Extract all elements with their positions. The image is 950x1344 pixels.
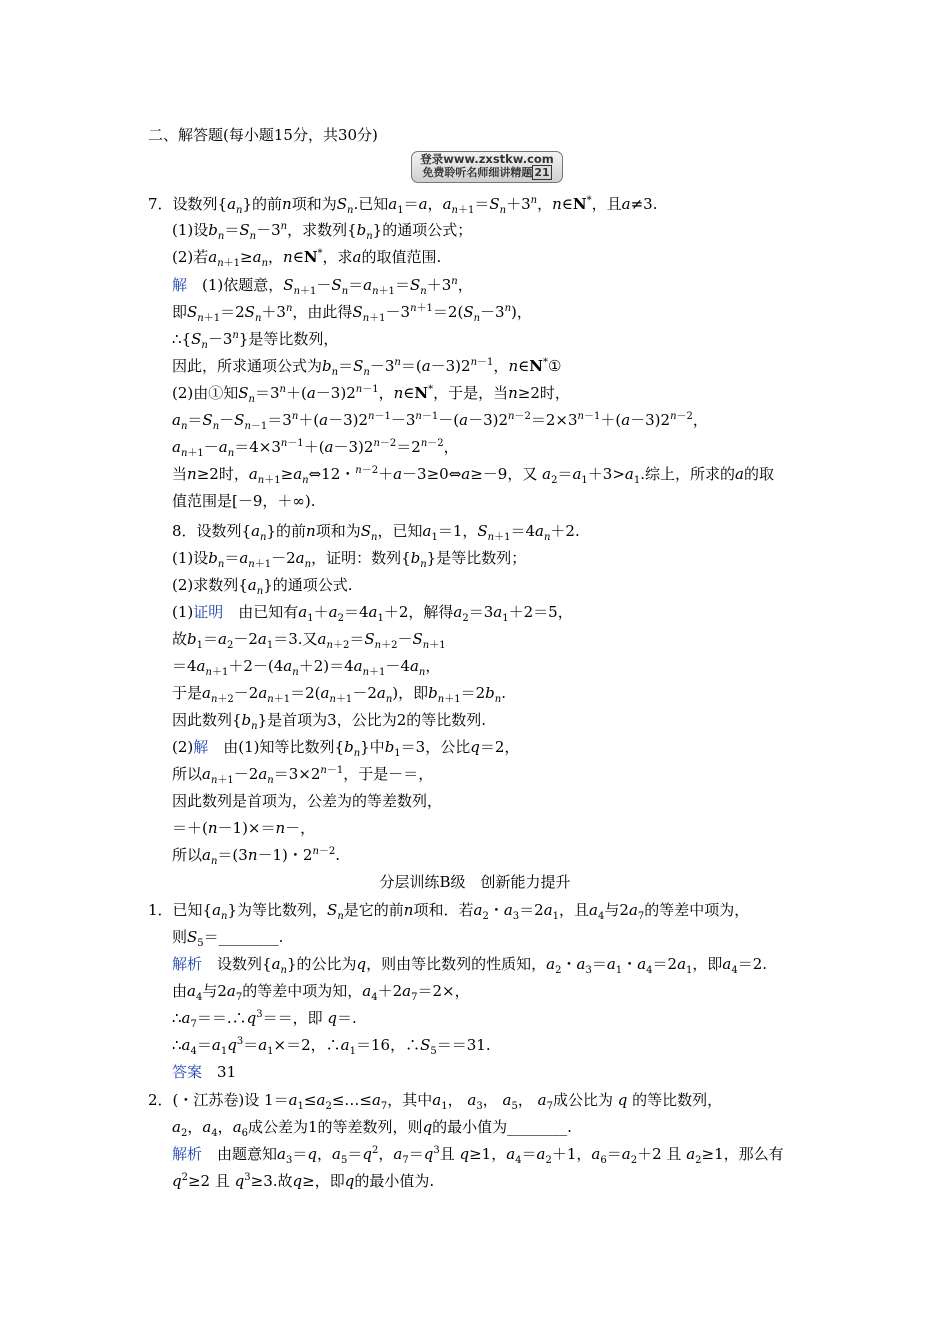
problem-8-solution-line-3: 因此数列是首项为，公差为的等差数列，: [172, 792, 443, 810]
problem-7-part-2: (2)若$a_{n+1}\ge a_n$，n∈N*，求a的取值范围.: [172, 248, 442, 269]
problem-8-proof-line-5: 因此数列$\{b_n\}$是首项为3，公比为2的等比数列.: [172, 711, 487, 732]
section-title: 二、解答题(每小题15分，共30分): [148, 126, 378, 144]
exercise-1-analysis-line-2: 由$a_4$与$2a_7$的等差中项为知，$a_4+2a_7=2\times$，: [172, 982, 470, 1003]
problem-7-part-1: (1)设$b_n=S_n-3^n$，求数列$\{b_n\}$的通项公式；: [172, 221, 473, 242]
problem-7-solution-line-1: 解 (1)依题意，$S_{n+1}-S_n=a_{n+1}=S_n+3^n$，: [172, 276, 473, 297]
problem-8-proof-line-4: 于是$a_{n+2}-2a_{n+1}=2(a_{n+1}-2a_n)$，即$b_{n+1}=2b_n$.: [172, 684, 506, 705]
solution-label: 解: [172, 276, 188, 294]
exercise-1-analysis-line-3: $\therefore a_7==.\therefore q^3==$，即 q＝.: [172, 1009, 357, 1030]
exercise-2-analysis-line-2: $q^2\ge 2$ 且 $q^3\ge 3$.故q≥，即q的最小值为.: [172, 1172, 435, 1190]
analysis-label: 解析: [172, 955, 203, 973]
problem-8-solution-line-1: (2)解 由(1)知等比数列$\{b_n\}$中$b_1=3$，公比q＝2，: [172, 738, 520, 759]
exercise-2-stem: 2．(・江苏卷)设 $1=a_1\le a_2\le\dots\le a_7$，其中$a_1$， $a_3$， $a_5$， $a_7$成公比为 q 的等比数列，: [148, 1091, 723, 1112]
problem-8-stem: 8．设数列$\{a_n\}$的前n项和为$S_n$，已知$a_1=1$，$S_{n+1}=4a_n+2$.: [172, 522, 580, 543]
badge-text: 免费聆听名师细讲精题 21: [422, 166, 550, 179]
exercise-2-stem-line-2: $a_2$，$a_4$，$a_6$成公差为1的等差数列，则q的最小值为________.: [172, 1118, 572, 1139]
problem-8-proof-line-2: 故$b_1=a_2-2a_1=3$.又$a_{n+2}=S_{n+2}-S_{n+1}$: [172, 630, 446, 651]
analysis-label: 解析: [172, 1145, 203, 1163]
exercise-1-stem: 1．已知$\{a_n\}$为等比数列，$S_n$是它的前n项和．若$a_2$・$a_3=2a_1$，且$a_4$与$2a_7$的等差中项为，: [148, 901, 750, 922]
problem-7-solution-line-5: (2)由①知$S_n=3^n+(a-3)2^{n-1}$，n∈N*，于是，当n≥2时，: [172, 384, 570, 405]
problem-7-solution-line-4: 因此，所求通项公式为$b_n=S_n-3^n=(a-3)2^{n-1}$，n∈N*①: [172, 357, 562, 378]
problem-7-solution-line-8: 当n≥2时，$a_{n+1}\ge a_n\Leftrightarrow 12$・$^{n-2}$＋a－3≥0⇔a≥－9，又 $a_2=a_1+3>a_1$.综上，所求的a的取: [172, 465, 775, 486]
problem-7-solution-line-3: $\therefore\{S_n-3^n\}$是等比数列，: [172, 330, 339, 351]
badge-number: 21: [534, 166, 550, 179]
problem-7-solution-line-7: $a_{n+1}-a_n=4\times 3^{n-1}+(a-3)2^{n-2}=2^{n-2}$，: [172, 438, 459, 459]
problem-8-part-2: (2)求数列$\{a_n\}$的通项公式.: [172, 576, 353, 597]
badge-url: 登录www.zxstkw.com: [420, 152, 554, 166]
problem-7-solution-line-2: 即$S_{n+1}=2S_n+3^n$，由此得$S_{n+1}-3^{n+1}=2(S_n-3^n)$，: [172, 303, 532, 324]
problem-8-solution-line-2: 所以$a_{n+1}-2a_n=3\times 2^{n-1}$，于是－＝，: [172, 765, 434, 786]
problem-8-part-1: (1)设$b_n=a_{n+1}-2a_n$，证明：数列$\{b_n\}$是等比数列；: [172, 549, 527, 570]
problem-8-proof-line-1: (1)证明 由已知有$a_1+a_2=4a_1+2$，解得$a_2=3a_1+2=5$，: [172, 603, 573, 624]
problem-8-solution-line-4: ＝＋(n－1)×＝n－，: [172, 819, 316, 837]
promo-badge[interactable]: [411, 151, 563, 183]
section-subtitle: 分层训练B级 创新能力提升: [379, 873, 571, 891]
problem-7-solution-line-6: $a_n=S_n-S_{n-1}=3^n+(a-3)2^{n-1}-3^{n-1}-(a-3)2^{n-2}=2\times 3^{n-1}+(a-3)2^{n-2}$，: [172, 411, 708, 432]
answer-label: 答案: [172, 1063, 203, 1081]
exercise-1-answer: 答案 31: [172, 1063, 237, 1081]
exercise-1-analysis-line-4: $\therefore a_4=a_1q^3=a_1\times=2$，$\therefore a_1=16$，$\therefore S_5==31$.: [172, 1036, 491, 1057]
problem-8-solution-line-5: 所以$a_n=(3n-1)$・$2^{n-2}$.: [172, 846, 341, 867]
exercise-2-analysis-line-1: 解析 由题意知$a_3=q$，$a_5=q^2$，$a_7=q^3$且 q≥1，$a_4=a_2+1$，$a_6=a_2+2$ 且 $a_2\ge 1$，那么有: [172, 1145, 784, 1166]
exercise-1-analysis-line-1: 解析 设数列$\{a_n\}$的公比为q，则由等比数列的性质知，$a_2$・$a_3=a_1$・$a_4=2a_1$，即$a_4=2$.: [172, 955, 768, 976]
problem-7-solution-line-9: 值范围是[－9，＋∞).: [172, 492, 316, 510]
solution-label: 解: [193, 738, 209, 756]
problem-8-proof-line-3: $=4a_{n+1}+2-(4a_n+2)=4a_{n+1}-4a_n$，: [172, 657, 441, 678]
proof-label: 证明: [193, 603, 224, 621]
problem-7-stem: 7．设数列$\{a_n\}$的前n项和为$S_n$.已知$a_1=a$，$a_{n+1}=S_n+3^n$，n∈N*，且a≠3.: [148, 195, 658, 216]
exercise-1-stem-line-2: 则$S_5=\_\_\_\_\_\_\_\_$.: [172, 928, 284, 949]
